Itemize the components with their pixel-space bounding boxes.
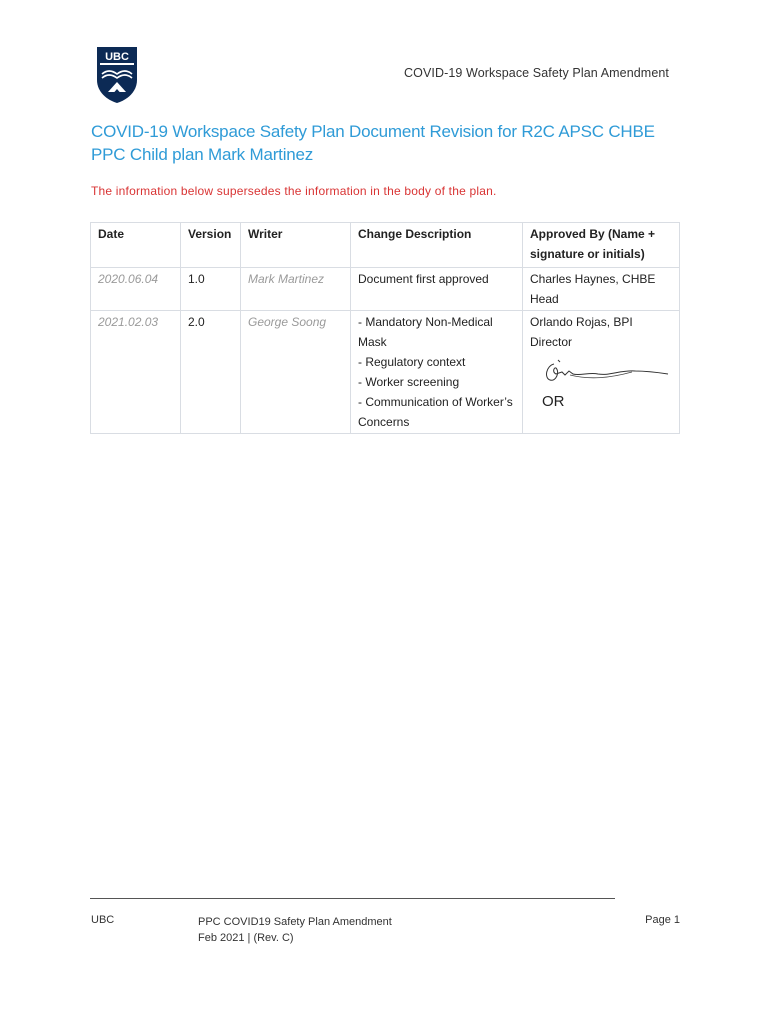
table-row [91,311,680,434]
revision-table [90,222,680,434]
footer-divider [90,898,615,899]
document-title: COVID-19 Workspace Safety Plan Document Revision for R2C APSC CHBE PPC Child plan Mark Martinez [91,122,655,164]
approver-initials: OR [542,393,565,410]
column-header-approved: Approved By (Name + signature or initials) [523,223,680,268]
approver-name: Orlando Rojas, BPI Director [530,315,633,349]
footer-doc-title: PPC COVID19 Safety Plan Amendment [198,916,392,928]
cell-writer: George Soong [241,311,351,434]
supersede-notice: The information below supersedes the information in the body of the plan. [91,184,497,198]
footer-doc-info [198,914,392,946]
cell-date: 2021.02.03 [91,311,181,434]
ubc-logo [96,46,138,104]
cell-version: 1.0 [181,268,241,311]
cell-approved [523,311,680,434]
change-item: - Mandatory Non-Medical Mask [358,315,493,349]
change-item: - Worker screening [358,375,460,389]
header-title: COVID-19 Workspace Safety Plan Amendment [404,66,669,80]
change-item: - Communication of Worker’s Concerns [358,395,513,429]
cell-writer: Mark Martinez [241,268,351,311]
signature-image [540,358,670,392]
footer-org: UBC [91,914,115,926]
table-row [91,268,680,311]
cell-change [351,311,523,434]
page-number: Page 1 [645,914,680,926]
column-header-version: Version [181,223,241,268]
cell-date: 2020.06.04 [91,268,181,311]
column-header-writer: Writer [241,223,351,268]
table-header-row [91,223,680,268]
logo-text: UBC [105,51,129,63]
signature-area [530,352,673,414]
cell-approved: Charles Haynes, CHBE Head [523,268,680,311]
change-item: Document first approved [358,272,489,286]
cell-version: 2.0 [181,311,241,434]
change-item: - Regulatory context [358,355,466,369]
column-header-change: Change Description [351,223,523,268]
column-header-date: Date [91,223,181,268]
cell-change [351,268,523,311]
footer-doc-date: Feb 2021 | (Rev. C) [198,932,294,944]
